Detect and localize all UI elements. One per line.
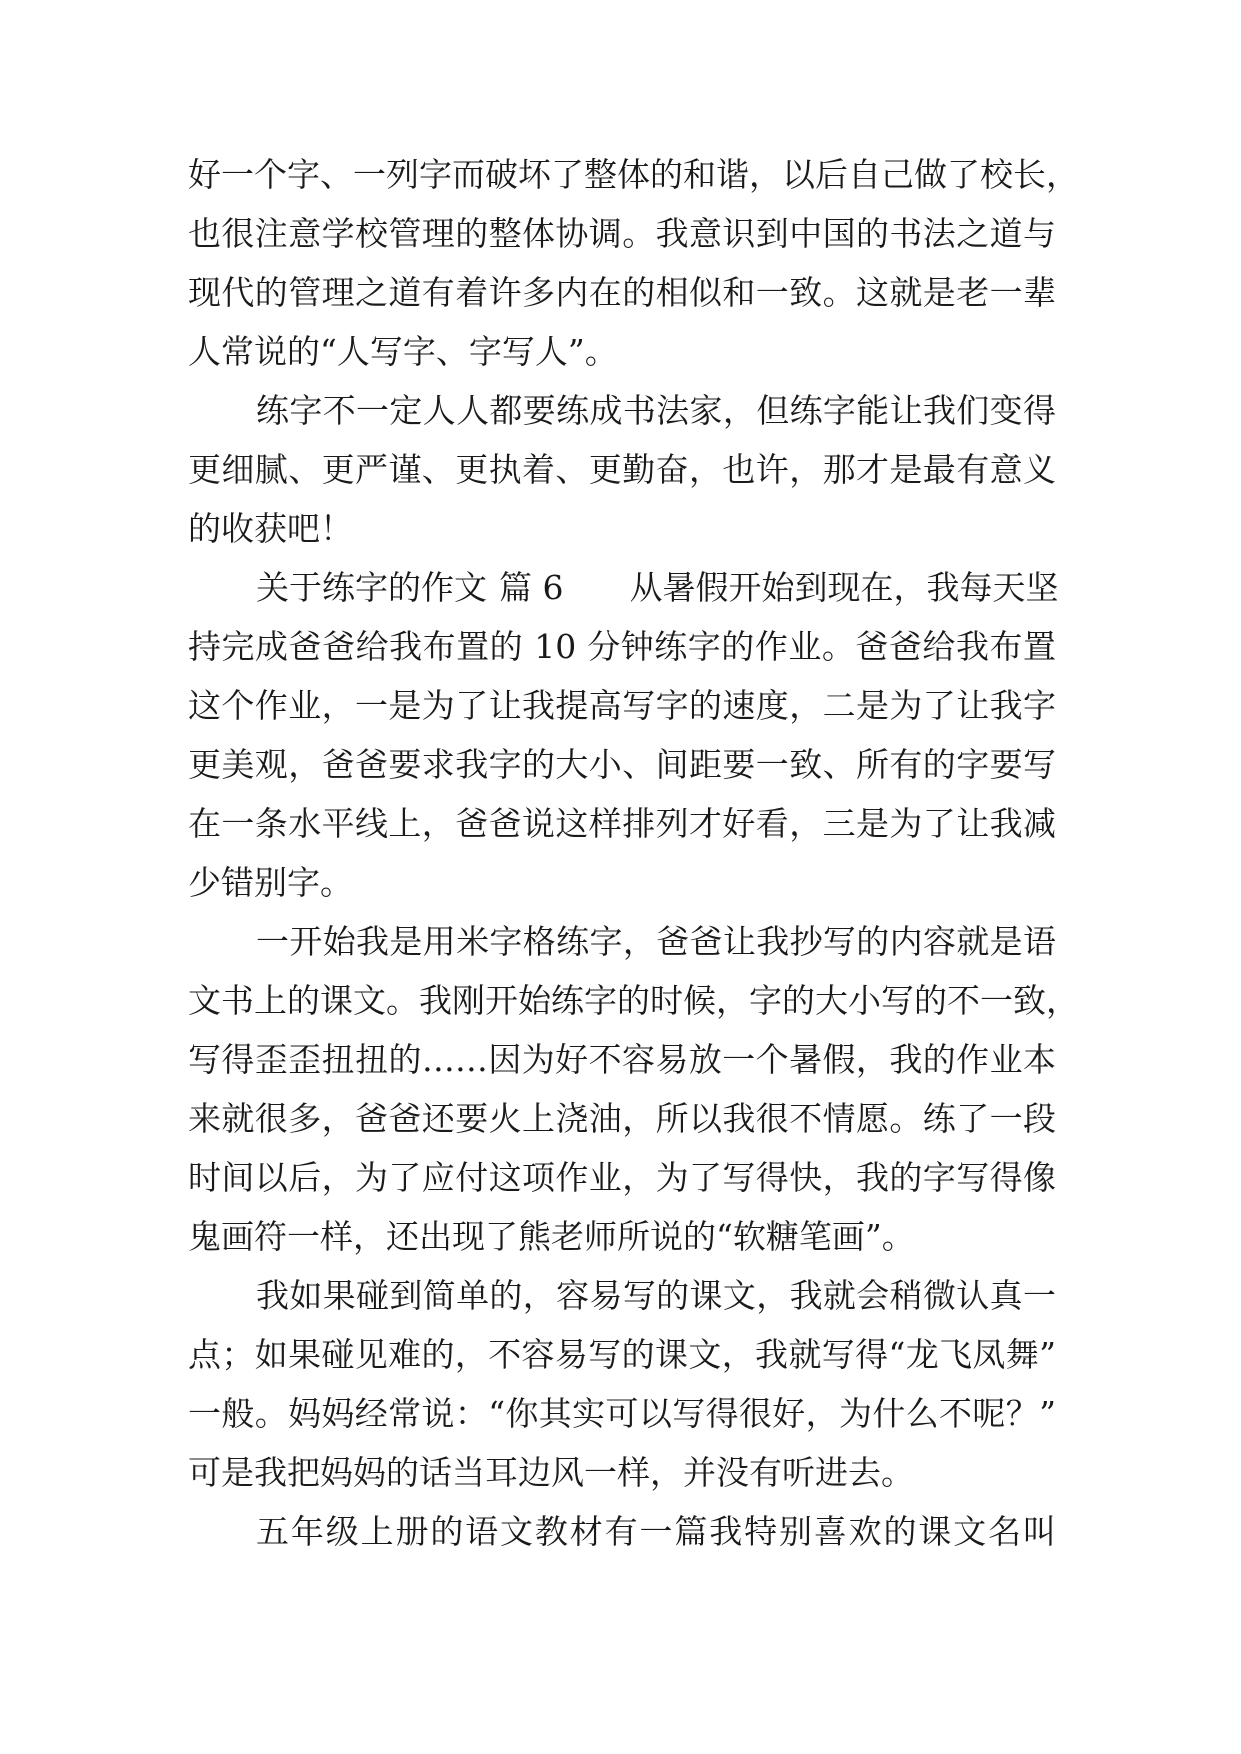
text-line: 时间以后，为了应付这项作业，为了写得快，我的字写得像: [188, 1158, 1056, 1197]
text-line: 少错别字。: [188, 863, 353, 902]
text-line: 一开始我是用米字格练字，爸爸让我抄写的内容就是语: [256, 922, 1056, 961]
essay-title: 关于练字的作文: [256, 568, 487, 607]
text-line: 来就很多，爸爸还要火上浇油，所以我很不情愿。练了一段: [188, 1099, 1056, 1138]
text-line: 鬼画符一样，还出现了熊老师所说的“软糖笔画”。: [188, 1217, 915, 1256]
text-line: 一般。妈妈经常说：“你其实可以写得很好，为什么不呢？”: [188, 1394, 1056, 1433]
text-line: 文书上的课文。我刚开始练字的时候，字的大小写的不一致，: [188, 981, 1079, 1020]
text-line: 好一个字、一列字而破坏了整体的和谐，以后自己做了校长，: [188, 155, 1079, 194]
document-page: [188, 145, 1079, 1561]
text-line: 持完成爸爸给我布置的 10 分钟练字的作业。爸爸给我布置: [188, 627, 1056, 666]
paragraph: [188, 381, 1056, 558]
text-line: 在一条水平线上，爸爸说这样排列才好看，三是为了让我减: [188, 804, 1056, 843]
paragraph: [188, 1266, 1056, 1502]
text-line: 点；如果碰见难的，不容易写的课文，我就写得“龙飞凤舞”: [188, 1335, 1056, 1374]
text-line: 更美观，爸爸要求我字的大小、间距要一致、所有的字要写: [188, 745, 1056, 784]
text-line: 写得歪歪扭扭的……因为好不容易放一个暑假，我的作业本: [188, 1040, 1056, 1079]
essay-number: 篇 6: [499, 568, 564, 607]
paragraph: [188, 912, 1079, 1266]
text-line: 更细腻、更严谨、更执着、更勤奋，也许，那才是最有意义: [188, 450, 1056, 489]
text-line-start: 从暑假开始到现在，我每天坚: [629, 568, 1059, 607]
essay-heading-line: [188, 558, 1059, 617]
text-line: 也很注意学校管理的整体协调。我意识到中国的书法之道与: [188, 214, 1056, 253]
text-line: 我如果碰到简单的，容易写的课文，我就会稍微认真一: [256, 1276, 1056, 1315]
text-line: 现代的管理之道有着许多内在的相似和一致。这就是老一辈: [188, 273, 1056, 312]
text-line: 五年级上册的语文教材有一篇我特别喜欢的课文名叫: [256, 1512, 1056, 1551]
paragraph: [188, 558, 1059, 912]
text-line: 人常说的“人写字、字写人”。: [188, 332, 618, 371]
text-line: 练字不一定人人都要练成书法家，但练字能让我们变得: [256, 391, 1056, 430]
paragraph: [188, 145, 1079, 381]
text-line: 可是我把妈妈的话当耳边风一样，并没有听进去。: [188, 1453, 914, 1492]
text-line: 的收获吧！: [188, 509, 353, 548]
text-line: 这个作业，一是为了让我提高写字的速度，二是为了让我字: [188, 686, 1056, 725]
paragraph: [188, 1502, 1056, 1561]
